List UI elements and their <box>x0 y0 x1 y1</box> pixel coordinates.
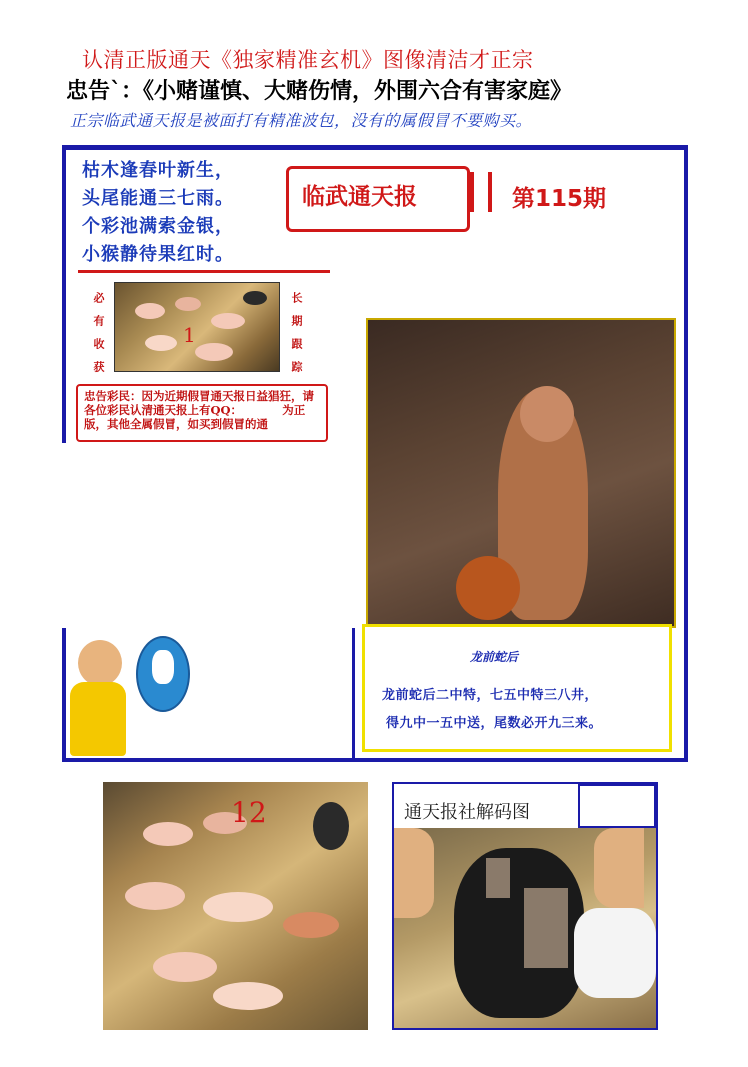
rabbit-shape <box>152 650 174 684</box>
monkey-head <box>520 386 574 442</box>
piglet-shape <box>175 297 201 311</box>
boy-shirt <box>70 682 126 756</box>
piglet-shape <box>143 822 193 846</box>
piglet-shape <box>313 802 349 850</box>
overlay-number-large: 12 <box>231 796 267 829</box>
monkey-photo <box>366 318 676 628</box>
piglet-shape <box>195 343 233 361</box>
censor-block <box>524 888 568 968</box>
piglet-shape <box>211 313 245 329</box>
overlay-number-small: 1 <box>183 323 196 347</box>
warning-notice: 忠告彩民：因为近期假冒通天报日益猖狂，请各位彩民认清通天报上有QQ： 为正版，其他全属假冒，如买到假冒的通 <box>76 384 328 442</box>
piglet-shape <box>145 335 177 351</box>
frame-left-border-lower <box>62 628 66 762</box>
piglets-photo-large <box>103 782 368 1030</box>
side-label-right: 长期跟踪 <box>290 292 303 384</box>
prediction-line-2: 得九中一五中送，尾数必开九三来。 <box>386 716 603 731</box>
decode-empty-box <box>578 784 656 828</box>
piglet-shape <box>153 952 217 982</box>
poem-underline <box>78 270 330 273</box>
poem-line-2: 头尾能通三七雨。 <box>82 188 234 209</box>
frame-bottom-border <box>62 758 688 762</box>
section-divider <box>352 628 355 758</box>
piglets-photo-small <box>114 282 280 372</box>
frame-left-border <box>62 145 66 443</box>
piglet-shape <box>213 982 283 1010</box>
rabbit-balloon <box>136 636 190 712</box>
calf-body <box>574 908 656 998</box>
side-label-left: 必有收获 <box>92 292 105 384</box>
piglet-shape <box>125 882 185 910</box>
prediction-line-1: 龙前蛇后二中特，七五中特三八井， <box>382 688 599 703</box>
boy-illustration <box>70 640 128 756</box>
poem-line-3: 个彩池满索金银， <box>82 216 234 237</box>
blank-area <box>64 443 380 627</box>
issue-number: 第115期 <box>512 186 607 212</box>
piglet-shape <box>283 912 339 938</box>
decode-title: 通天报社解码图 <box>404 802 530 823</box>
frame-right-border <box>684 145 688 762</box>
header-warning-red: 认清正版通天《独家精准玄机》图像清洁才正宗 <box>82 48 534 72</box>
header-authenticity-note: 正宗临武通天报是被面打有精准波包，没有的属假冒不要购买。 <box>70 111 533 130</box>
piglet-shape <box>243 291 267 305</box>
piglet-shape <box>135 303 165 319</box>
chicken-shape <box>456 556 520 620</box>
poem-line-1: 枯木逢春叶新生， <box>82 160 234 181</box>
censor-block <box>486 858 510 898</box>
calf-photo <box>394 828 656 1028</box>
brand-bars <box>470 172 492 212</box>
hand-shape <box>394 828 434 918</box>
piglet-shape <box>203 892 273 922</box>
hand-shape <box>594 828 644 908</box>
prediction-title: 龙前蛇后 <box>470 650 519 664</box>
brand-name: 临武通天报 <box>302 183 417 210</box>
poem-line-4: 小猴静待果红时。 <box>82 244 234 265</box>
header-advice: 忠告`：《小赌谨慎、大赌伤情，外围六合有害家庭》 <box>66 78 573 104</box>
boy-head <box>78 640 122 686</box>
frame-top-border <box>62 145 688 150</box>
